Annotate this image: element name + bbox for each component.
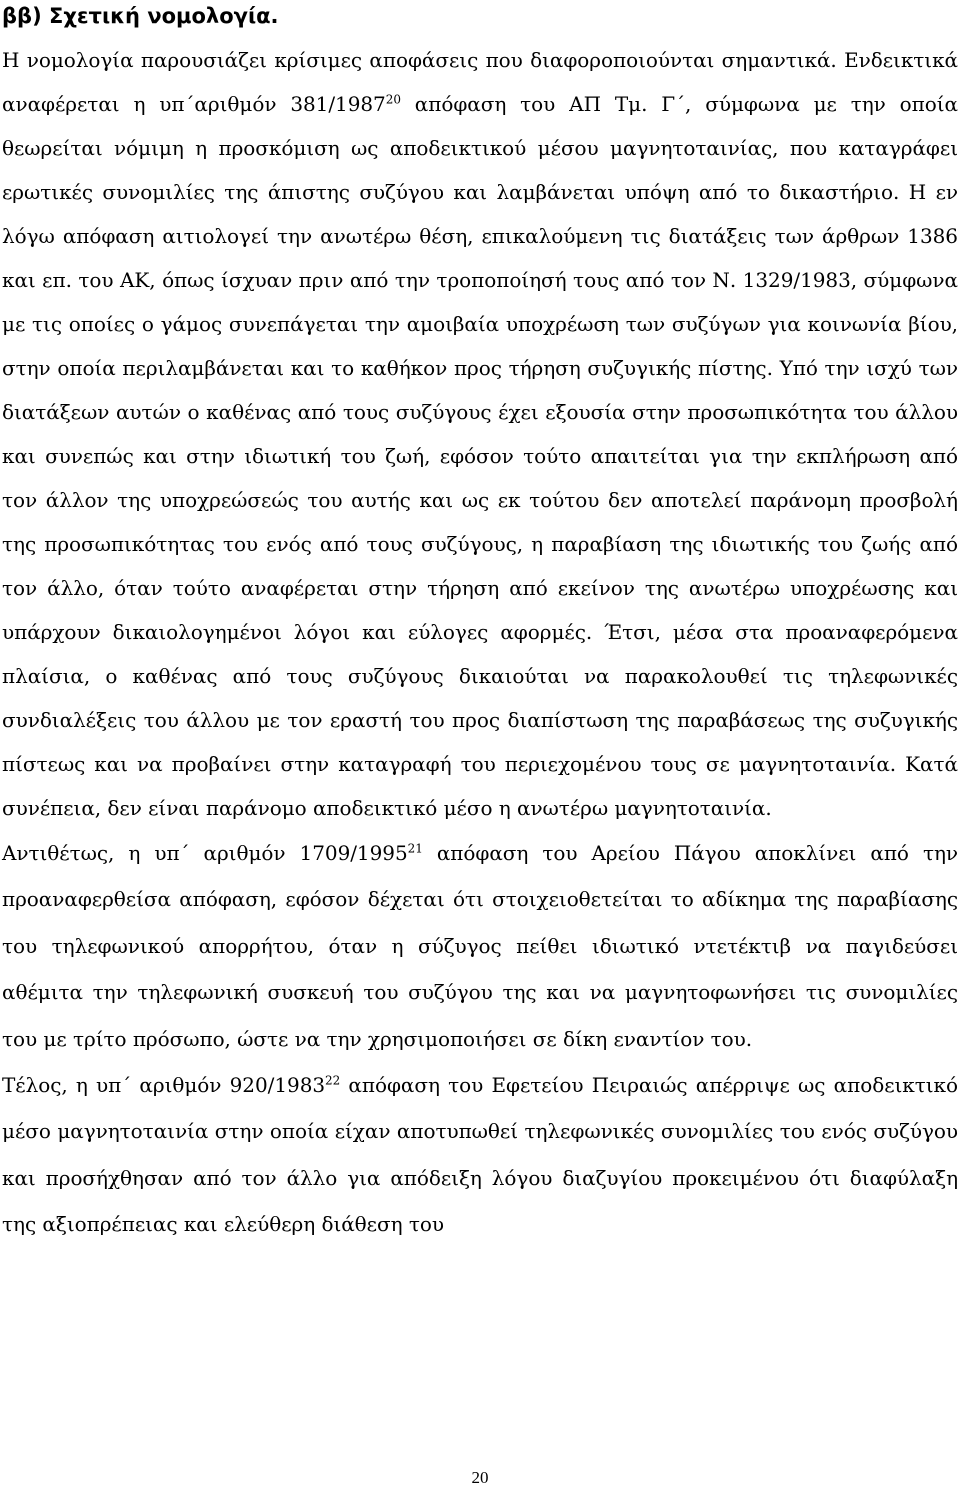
footnote-ref-21[interactable]: 21 — [407, 841, 423, 856]
paragraph-3-text-start: Τέλος, η υπ΄ αριθμόν 920/1983 — [2, 1073, 326, 1098]
paragraph-3 — [2, 1062, 958, 1248]
footnote-ref-22[interactable]: 22 — [325, 1073, 341, 1088]
paragraph-1-text-end: απόφαση του ΑΠ Τμ. Γ΄, σύμφωνα με την οποία θεωρείται νόμιμη η προσκόμιση ως αποδεικτικού μέσου μαγνητοταινίας, που καταγράφει ερωτικές συνομιλίες της άπιστης συζύγου και λαμβάνεται υπόψη από το δικαστήριο. Η εν λόγω απόφαση αιτιολογεί την ανωτέρω θέση, επικαλούμενη τις διατάξεις των άρθρων 1386 και επ. του ΑΚ, όπως ίσχυαν πριν από την τροποποίησή τους από τον Ν. 1329/1983, σύμφωνα με τις οποίες ο γάμος συνεπάγεται την αμοιβαία υποχρέωση των συζύγων για κοινωνία βίου, στην οποία περιλαμβάνεται και το καθήκον προς τήρηση συζυγικής πίστης. Υπό την ισχύ των διατάξεων αυτών ο καθένας από τους συζύγους έχει εξουσία στην προσωπικότητα του άλλου και συνεπώς και στην ιδιωτική του ζωή, εφόσον τούτο απαιτείται για την εκπλήρωση από τον άλλον της υποχρεώσεώς του αυτής και ως εκ τούτου δεν αποτελεί παράνομη προσβολή της προσωπικότητας του ενός από τους συζύγους, η παραβίαση της ιδιωτικής του ζωής από τον άλλο, όταν τούτο αναφέρεται στην τήρηση από εκείνον της ανωτέρω υποχρέωσης και υπάρχουν δικαιολογημένοι λόγοι και εύλογες αφορμές. Έτσι, μέσα στα προαναφερόμενα πλαίσια, ο καθένας από τους συζύγους δικαιούται να παρακολουθεί τις τηλεφωνικές συνδιαλέξεις του άλλου με τον εραστή του προς διαπίστωση της παραβάσεως της συζυγικής πίστεως και να προβαίνει στην καταγραφή του περιεχομένου τους σε μαγνητοταινία. Κατά συνέπεια, δεν είναι παράνομο αποδεικτικό μέσο η ανωτέρω μαγνητοταινία. — [2, 92, 958, 820]
section-heading: ββ) Σχετική νομολογία. — [2, 4, 279, 28]
paragraph-1-text-start: Η νομολογία παρουσιάζει κρίσιμες αποφάσεις που διαφοροποιούνται σημαντικά. Ενδεικτικά αναφέρεται η υπ΄αριθμόν 381/1987 — [2, 48, 958, 116]
page-number: 20 — [471, 1468, 489, 1487]
paragraph-2-text-start: Αντιθέτως, η υπ΄ αριθμόν 1709/1995 — [2, 841, 408, 865]
paragraph-3-text-end: απόφαση του Εφετείου Πειραιώς απέρριψε ως αποδεικτικό μέσο μαγνητοταινία στην οποία είχαν αποτυπωθεί τηλεφωνικές συνομιλίες του ενός συζύγου και προσήχθησαν από τον άλλο για απόδειξη λόγου διαζυγίου προκειμένου ότι διαφύλαξη της αξιοπρέπειας και ελεύθερη διάθεση του — [2, 1073, 958, 1237]
paragraph-2 — [2, 830, 958, 1062]
paragraph-2-text-end: απόφαση του Αρείου Πάγου αποκλίνει από την προαναφερθείσα απόφαση, εφόσον δέχεται ότι στοιχειοθετείται το αδίκημα της παραβίασης του τηλεφωνικού απορρήτου, όταν η σύζυγος πείθει ιδιωτικό ντετέκτιβ να παγιδεύσει αθέμιτα την τηλεφωνική συσκευή του συζύγου της και να μαγνητοφωνήσει τις συνομιλίες του με τρίτο πρόσωπο, ώστε να την χρησιμοποιήσει σε δίκη εναντίον του. — [2, 841, 958, 1051]
footnote-ref-20[interactable]: 20 — [385, 92, 401, 107]
paragraph-1 — [2, 38, 958, 830]
